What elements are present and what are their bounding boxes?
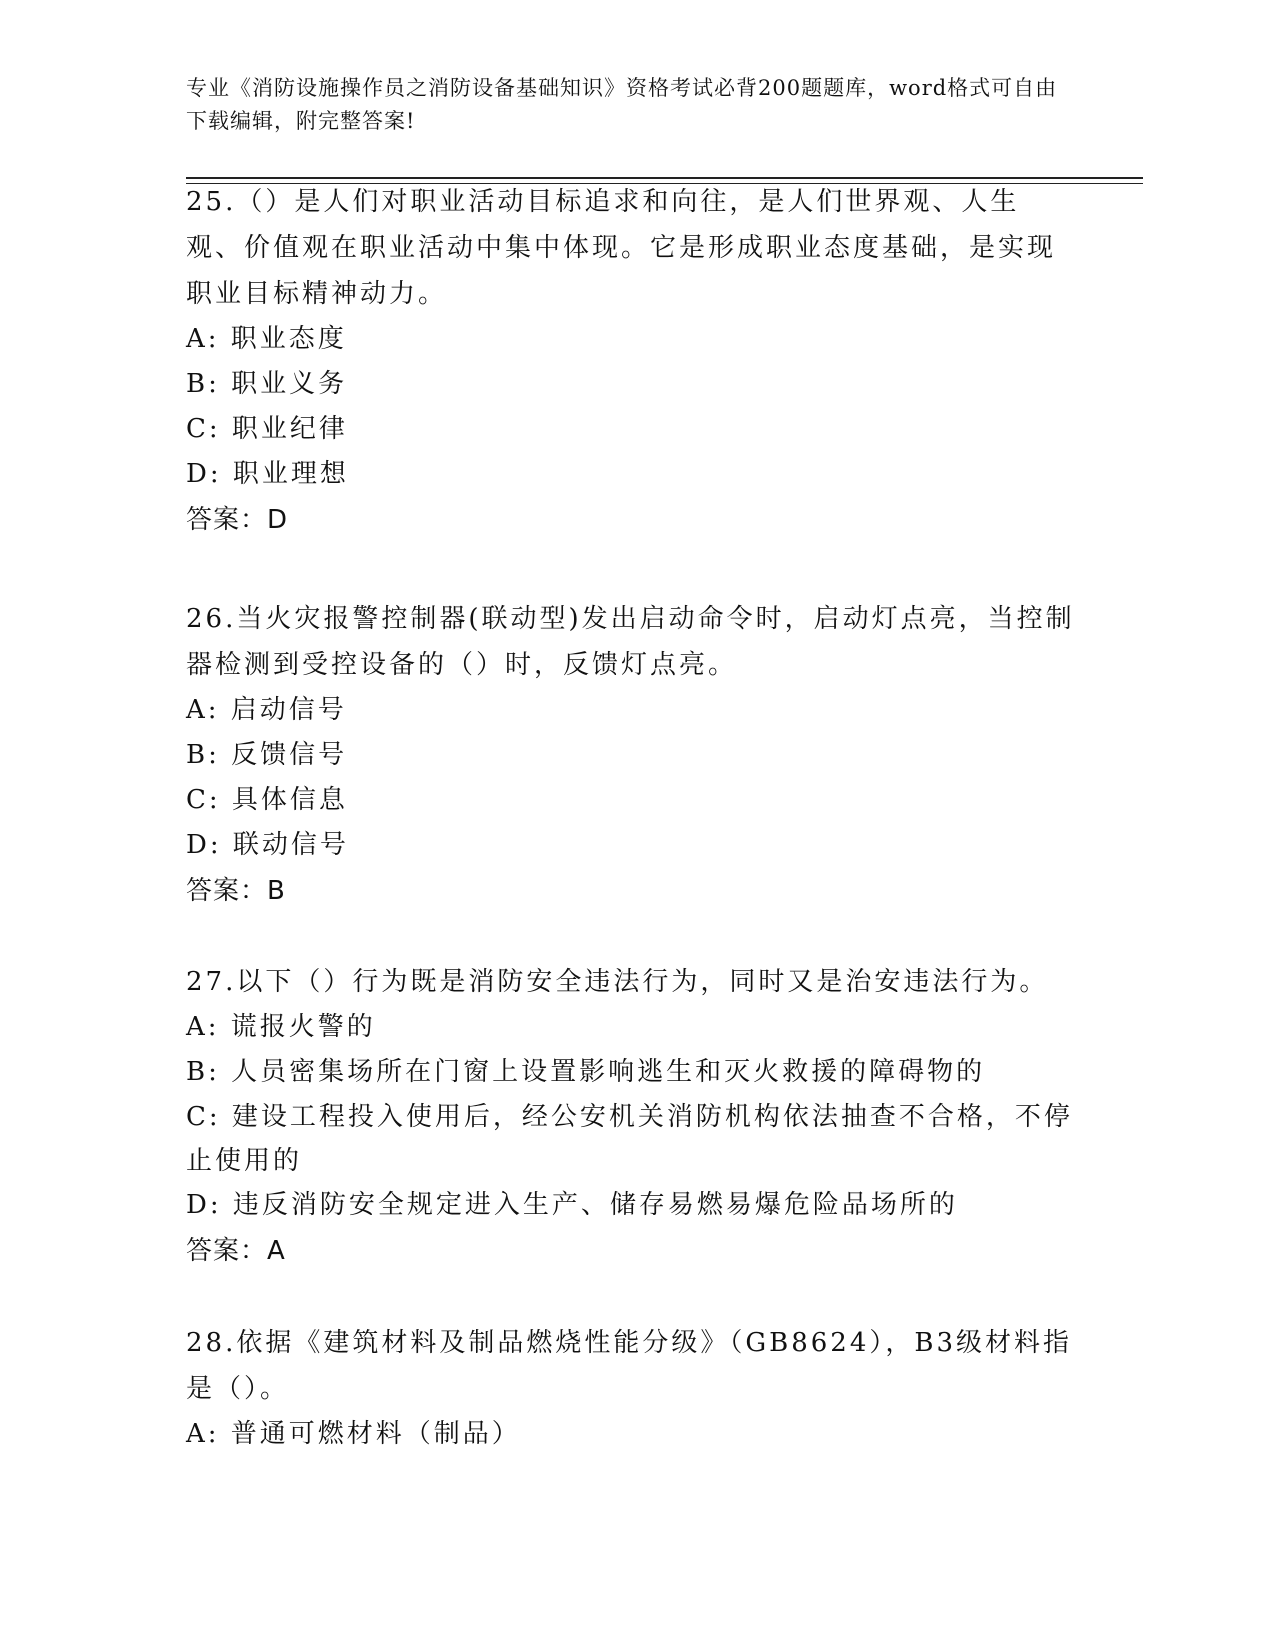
option-c: C: 具体信息	[186, 785, 348, 815]
answer-label: 答案：B	[186, 876, 286, 906]
question-text: 26.当火灾报警控制器(联动型)发出启动命令时，启动灯点亮，当控制器检测到受控设备的（）时，反馈灯点亮。	[186, 604, 1075, 680]
option-c: C: 建设工程投入使用后，经公安机关消防机构依法抽查不合格，不停止使用的	[186, 1102, 1073, 1176]
option-b: B: 职业义务	[186, 369, 348, 399]
question-26	[186, 596, 1076, 914]
question-27	[186, 959, 1076, 1274]
question-25	[186, 179, 1076, 543]
option-a: A: 谎报火警的	[186, 1012, 376, 1042]
answer-label: 答案：A	[186, 1236, 286, 1266]
answer-label: 答案：D	[186, 505, 289, 535]
document-header: 专业《消防设施操作员之消防设备基础知识》资格考试必背200题题库，word格式可自由下载编辑，附完整答案!	[186, 76, 1058, 133]
option-a: A: 普通可燃材料（制品）	[186, 1419, 521, 1449]
option-d: D: 违反消防安全规定进入生产、储存易燃易爆危险品场所的	[186, 1190, 958, 1220]
option-a: A: 职业态度	[186, 324, 347, 354]
option-b: B: 反馈信号	[186, 740, 348, 770]
option-c: C: 职业纪律	[186, 414, 348, 444]
question-text: 28.依据《建筑材料及制品燃烧性能分级》（GB8624），B3级材料指是（）。	[186, 1328, 1073, 1404]
question-28	[186, 1320, 1076, 1457]
question-text: 25.（）是人们对职业活动目标追求和向往，是人们世界观、人生观、价值观在职业活动中集中体现。它是形成职业态度基础，是实现职业目标精神动力。	[186, 187, 1057, 309]
option-d: D: 职业理想	[186, 459, 349, 489]
question-text: 27.以下（）行为既是消防安全违法行为，同时又是治安违法行为。	[186, 967, 1049, 997]
option-a: A: 启动信号	[186, 695, 347, 725]
option-b: B: 人员密集场所在门窗上设置影响逃生和灭火救援的障碍物的	[186, 1057, 986, 1087]
option-d: D: 联动信号	[186, 830, 349, 860]
